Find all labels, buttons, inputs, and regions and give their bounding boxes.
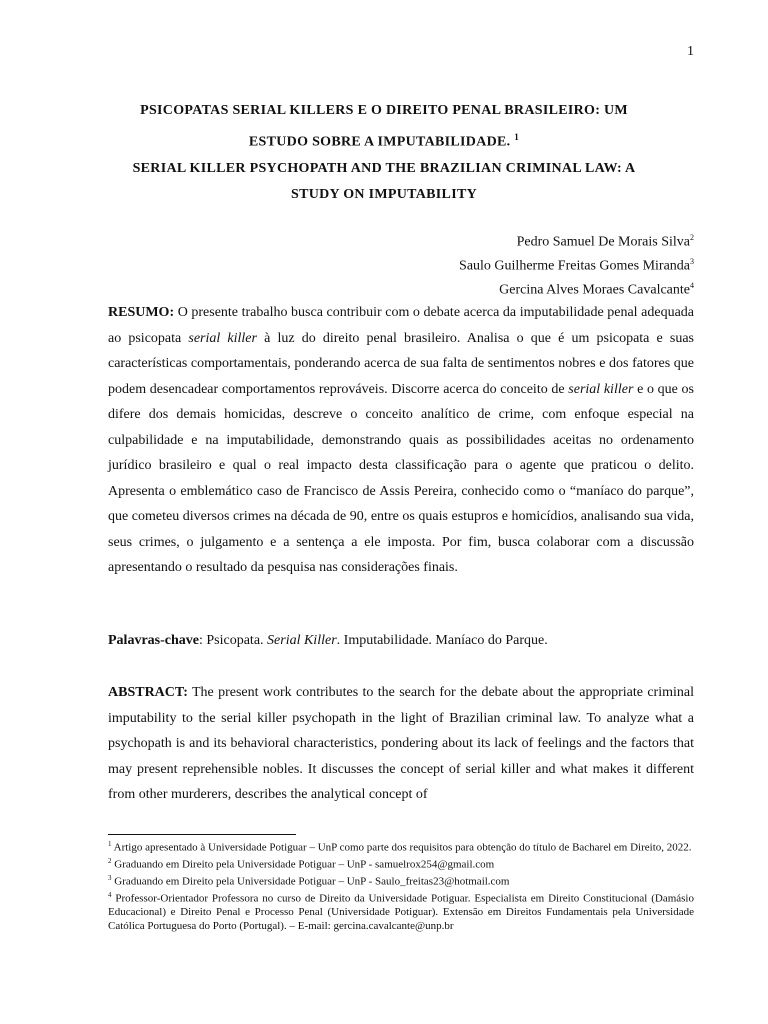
page-number: 1 [687, 44, 694, 59]
abstract-paragraph [108, 680, 694, 808]
footnote-3 [108, 872, 694, 889]
footnote-ref-1[interactable]: 1 [514, 132, 520, 142]
title-en-line-2: STUDY ON IMPUTABILITY [291, 186, 477, 202]
title-en-line-1: SERIAL KILLER PSYCHOPATH AND THE BRAZILIAN CRIMINAL LAW: A [132, 160, 636, 176]
author-name: Saulo Guilherme Freitas Gomes Miranda [459, 258, 690, 274]
footnote-number: 3 [108, 874, 112, 883]
author-3 [459, 276, 694, 300]
footnote-1 [108, 838, 694, 855]
footnote-text: Graduando em Direito pela Universidade Potiguar – UnP - samuelrox254@gmail.com [111, 858, 495, 871]
keywords-label: Palavras-chave [108, 633, 199, 648]
footnote-number: 4 [108, 891, 112, 900]
keywords-text-2: . Imputabilidade. Maníaco do Parque. [336, 633, 548, 648]
footnote-ref-3[interactable]: 3 [690, 257, 694, 267]
footnote-text: Graduando em Direito pela Universidade Potiguar – UnP - Saulo_freitas23@hotmail.com [111, 875, 510, 888]
resumo-text-3: e o que os difere dos demais homicidas, descreve o conceito analítico de crime, com enfoque especial na culpabilidade e na imputabilidade, demonstrando quais as possibilidades aceitas no ordenamento jurídico brasileiro e qual o real impacto desta classificação para o agente que praticou o delito. Apresenta o emblemático caso de Francisco de Assis Pereira, conhecido como o “maníaco do parque”, que cometeu diversos crimes na década de 90, entre os quais estupros e homicídios, analisando sua vida, seus crimes, o julgamento e a sentença a ele imposta. Por fim, busca colaborar com a discussão apresentando o resultado da pesquisa nas considerações finais. [108, 381, 694, 575]
footnote-text: Professor-Orientador Professora no curso de Direito da Universidade Potiguar. Especialista em Direito Constitucional (Damásio Educacional) e Direito Penal e Processo Penal (Universidade Potiguar). Extensão em Direitos Fundamentais pela Universidade Católica Portuguesa do Porto (Portugal). – E-mail: gercina.cavalcante@unp.br [108, 892, 694, 932]
keywords-italic: Serial Killer [267, 633, 337, 648]
resumo-italic-2: serial killer [568, 381, 634, 397]
resumo-text-2: à luz do direito penal brasileiro. Analisa o que é um psicopata e suas características comportamentais, ponderando acerca de sua falta de sentimentos nobres e dos fatores que podem desencadear comportamentos reprováveis. Discorre acerca do conceito de [108, 330, 694, 397]
footnote-text: Artigo apresentado à Universidade Potiguar – UnP como parte dos requisitos para obtenção do título de Bacharel em Direito, 2022. [111, 841, 692, 854]
resumo-label: RESUMO: [108, 305, 175, 320]
title-pt-line-2-text: ESTUDO SOBRE A IMPUTABILIDADE. [248, 134, 511, 150]
footnote-number: 1 [108, 840, 112, 848]
title-block [108, 98, 660, 208]
footnote-2 [108, 855, 694, 872]
footnote-number: 2 [108, 857, 112, 866]
abstract-text: The present work contributes to the search for the debate about the appropriate criminal imputability to the serial killer psychopath in the light of Brazilian criminal law. To analyze what a psychopath is and its behavioral characteristics, pondering about its lack of feelings and the factors that may present reprehensible nobles. It discusses the concept of serial killer and what makes it different from other murderers, describes the analytical concept of [108, 685, 694, 802]
title-pt-line-2 [108, 124, 660, 156]
footnote-separator [108, 834, 296, 835]
author-name: Gercina Alves Moraes Cavalcante [499, 282, 690, 298]
footnote-ref-2[interactable]: 2 [690, 233, 694, 242]
footnote-ref-4[interactable]: 4 [690, 281, 694, 291]
keywords-paragraph [108, 628, 694, 654]
author-name: Pedro Samuel De Morais Silva [516, 234, 690, 250]
footnote-4 [108, 889, 694, 933]
abstract-label: ABSTRACT: [108, 685, 188, 700]
author-list [459, 228, 694, 300]
keywords-text-1: : Psicopata. [198, 633, 268, 648]
resumo-text-1: O presente trabalho busca contribuir com o debate acerca da imputabilidade penal adequada ao psicopata [108, 305, 694, 346]
title-pt-line-1: PSICOPATAS SERIAL KILLERS E O DIREITO PENAL BRASILEIRO: UM [140, 103, 628, 118]
resumo-italic-1: serial killer [188, 330, 257, 346]
resumo-paragraph [108, 300, 694, 581]
author-2 [459, 252, 694, 276]
footnotes [108, 838, 694, 933]
author-1 [459, 228, 694, 252]
